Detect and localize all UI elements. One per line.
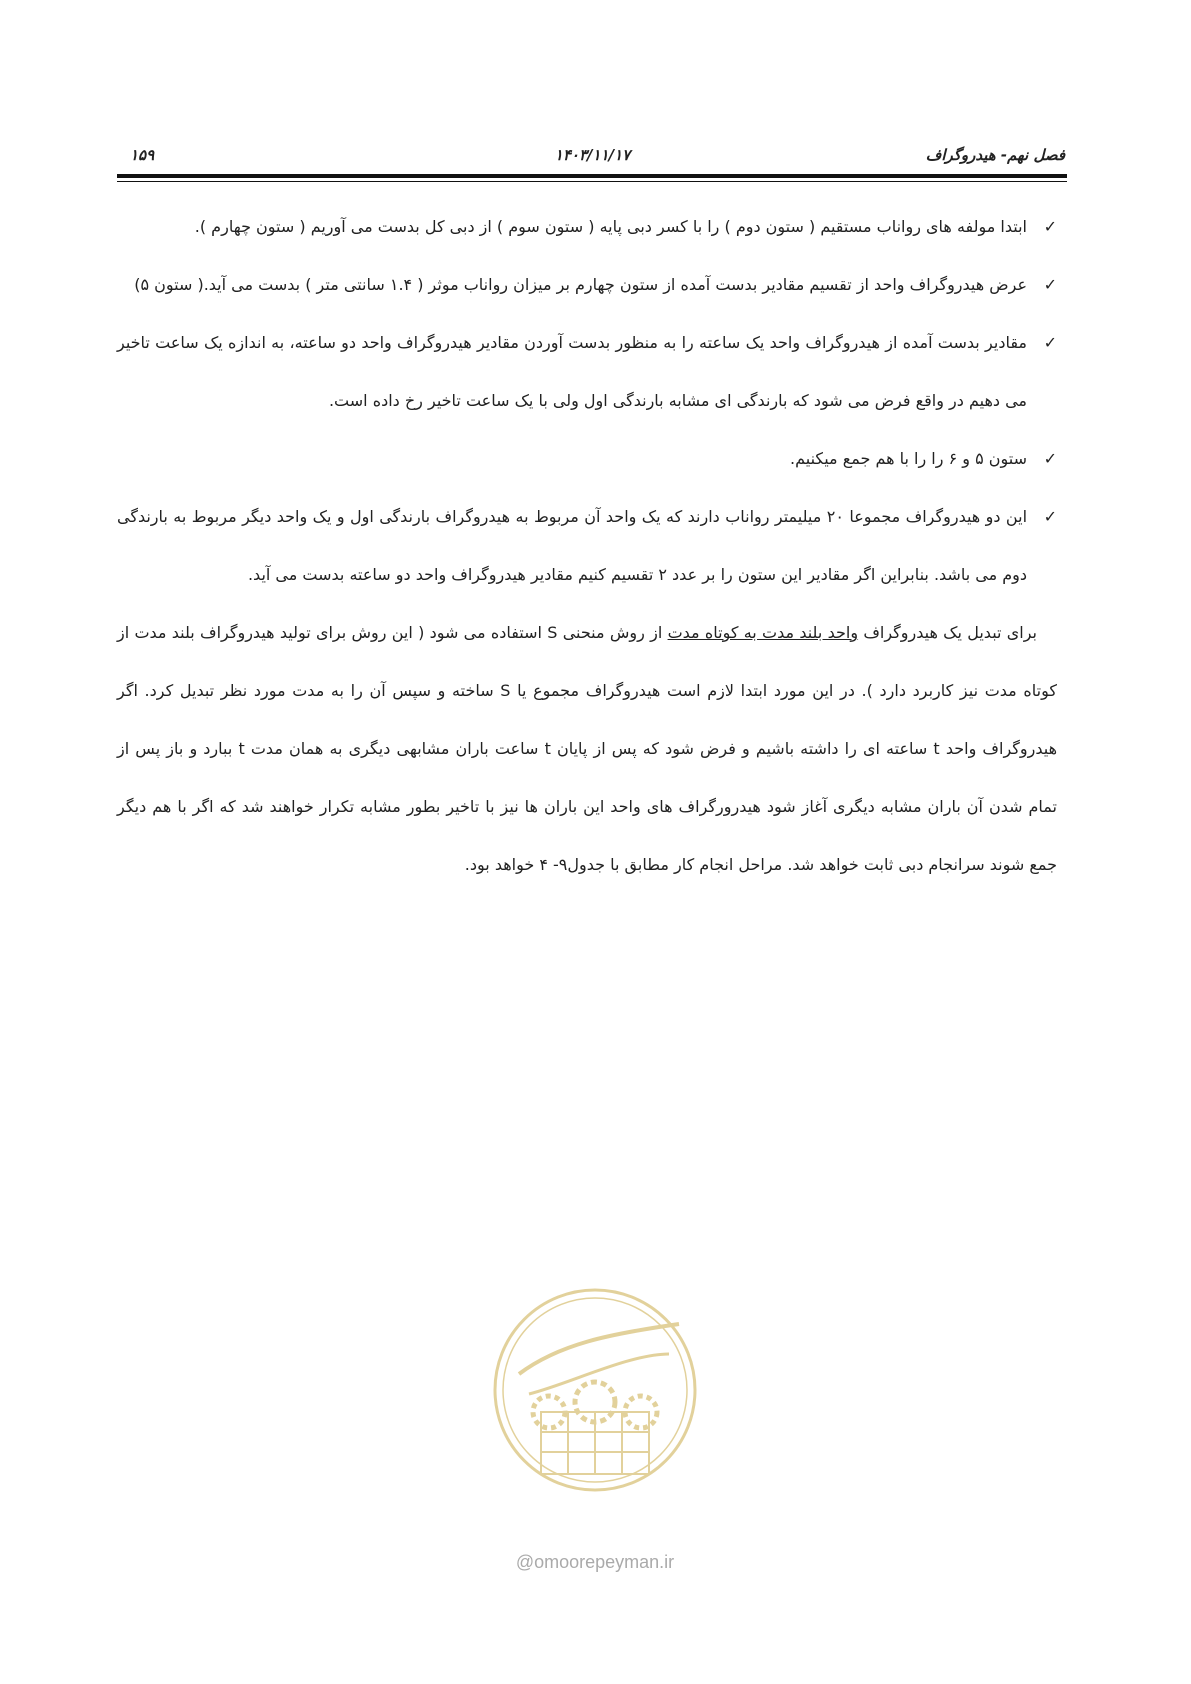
checkmark-icon: ✓ (1043, 333, 1057, 352)
list-item (117, 198, 1057, 256)
list-item-text: ابتدا مولفه های رواناب مستقیم ( ستون دوم ) را با کسر دبی پایه ( ستون سوم ) از دبی کل بدست می آوریم ( ستون چهارم ). (194, 217, 1027, 236)
underlined-phrase: واحد بلند مدت به کوتاه مدت (667, 623, 859, 642)
page-number: ۱۵۹ (130, 146, 155, 164)
header-date: ۱۴۰۳/۱۱/۱۷ (554, 146, 631, 164)
header-rule-thick (117, 174, 1067, 178)
bullet-list (117, 198, 1057, 604)
list-item (117, 314, 1057, 430)
checkmark-icon: ✓ (1043, 217, 1057, 236)
page-body (117, 198, 1057, 894)
list-item-text: این دو هیدروگراف مجموعا ۲۰ میلیمتر رواناب دارند که یک واحد آن مربوط به هیدروگراف بارندگی اول و یک واحد دیگر مربوط به بارندگی دوم می باشد. بنابراین اگر مقادیر این ستون را بر عدد ۲ تقسیم کنیم مقادیر هیدروگراف واحد دو ساعته بدست می آید. (117, 507, 1028, 584)
paragraph-text-rest: از روش منحنی S استفاده می شود ( این روش برای تولید هیدروگراف بلند مدت از کوتاه مدت نیز کاربرد دارد ). در این مورد ابتدا لازم است هیدروگراف مجموع یا S ساخته و سپس آن را به مدت مورد نظر تبدیل کرد. اگر هیدروگراف واحد t ساعته ای را داشته باشیم و فرض شود که پس از پایان t ساعت باران مشابهی دیگری به همان مدت t ببارد و باز پس از تمام شدن آن باران مشابه دیگری آغاز شود هیدرورگراف های واحد این باران ها نیز با تاخیر بطور مشابه تکرار خواهند شد که اگر با هم دیگر جمع شوند سرانجام دبی ثابت خواهد شد. مراحل انجام کار مطابق با جدول۹- ۴ خواهد بود. (117, 623, 1058, 874)
watermark-logo (489, 1284, 701, 1496)
watermark-url: @omoorepeyman.ir (515, 1552, 675, 1572)
list-item (117, 430, 1057, 488)
page-header (120, 146, 1065, 168)
s-curve-paragraph (117, 604, 1057, 894)
list-item-text: عرض هیدروگراف واحد از تقسیم مقادیر بدست آمده از ستون چهارم بر میزان رواناب موثر ( ۱.۴ سانتی متر ) بدست می آید.( ستون ۵) (134, 275, 1027, 294)
checkmark-icon: ✓ (1043, 507, 1057, 526)
list-item-text: ستون ۵ و ۶ را را با هم جمع میکنیم. (790, 449, 1027, 468)
checkmark-icon: ✓ (1043, 449, 1057, 468)
checkmark-icon: ✓ (1043, 275, 1057, 294)
chapter-title: فصل نهم- هیدروگراف (925, 146, 1065, 164)
list-item (117, 488, 1057, 604)
list-item (117, 256, 1057, 314)
paragraph-text-start: برای تبدیل یک هیدروگراف (858, 623, 1037, 642)
header-rule-thin (117, 181, 1067, 182)
list-item-text: مقادیر بدست آمده از هیدروگراف واحد یک ساعته را به منظور بدست آوردن مقادیر هیدروگراف واحد دو ساعته، به اندازه یک ساعت تاخیر می دهیم در واقع فرض می شود که بارندگی ای مشابه بارندگی اول ولی با یک ساعت تاخیر رخ داده است. (117, 333, 1027, 410)
